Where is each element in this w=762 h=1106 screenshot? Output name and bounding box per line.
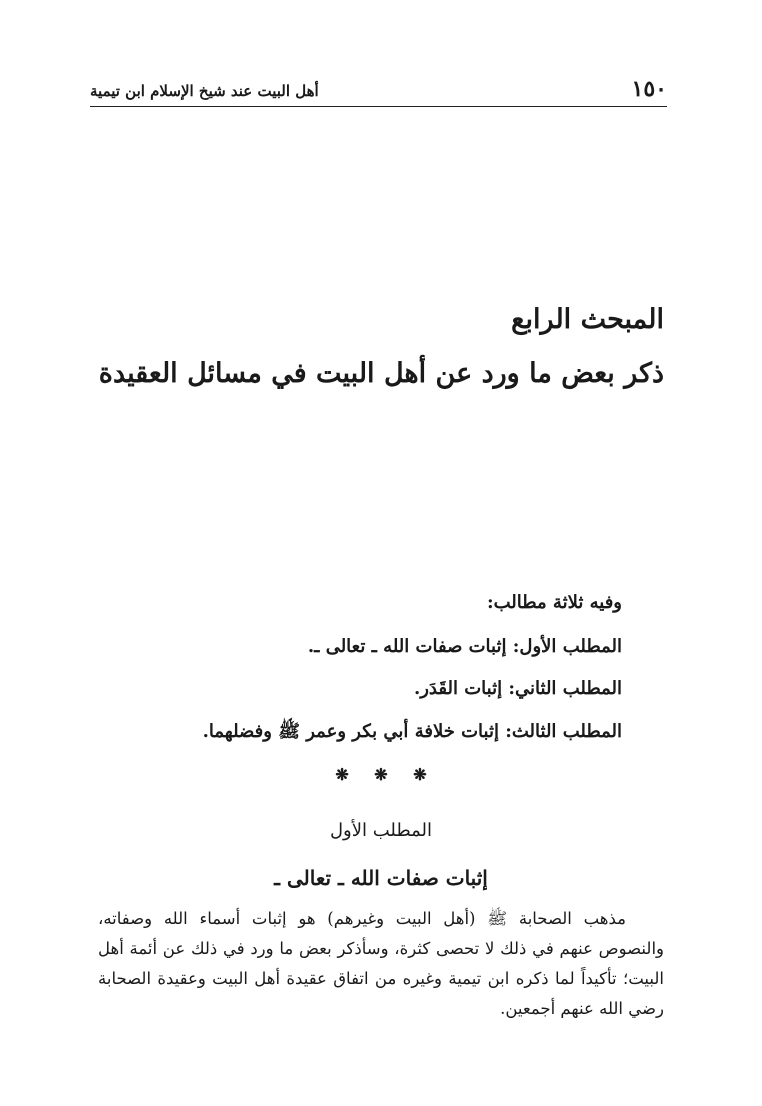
contents-intro: وفيه ثلاثة مطالب: — [486, 592, 622, 613]
section-title: ذكر بعض ما ورد عن أهل البيت في مسائل العقيدة — [98, 358, 664, 389]
section-label: المبحث الرابع — [511, 304, 664, 335]
contents-item-2: المطلب الثاني: إثبات القَدَر. — [413, 678, 622, 699]
header-rule — [90, 106, 667, 107]
body-paragraph: مذهب الصحابة ﷺ (أهل البيت وغيرهم) هو إثبات أسماء الله وصفاته، والنصوص عنهم في ذلك لا تحصى كثرة، وسأذكر بعض ما ورد في ذلك عن أئمة أهل البيت؛ تأكيداً لما ذكره ابن تيمية وغيره من اتفاق عقيدة أهل البيت وعقيدة الصحابة رضي الله عنهم أجمعين. — [98, 909, 664, 1018]
contents-item-1: المطلب الأول: إثبات صفات الله ـ تعالى ـ. — [307, 636, 622, 657]
asterism-divider: ❋ ❋ ❋ — [335, 765, 427, 784]
subsection-title: إثبات صفات الله ـ تعالى ـ — [274, 866, 488, 890]
subsection-label: المطلب الأول — [329, 820, 433, 841]
page-number: ١٥٠ — [631, 76, 667, 102]
running-title: أهل البيت عند شيخ الإسلام ابن تيمية — [90, 82, 319, 100]
running-header — [90, 76, 667, 102]
contents-item-3: المطلب الثالث: إثبات خلافة أبي بكر وعمر ﷺ وفضلهما. — [202, 721, 622, 742]
